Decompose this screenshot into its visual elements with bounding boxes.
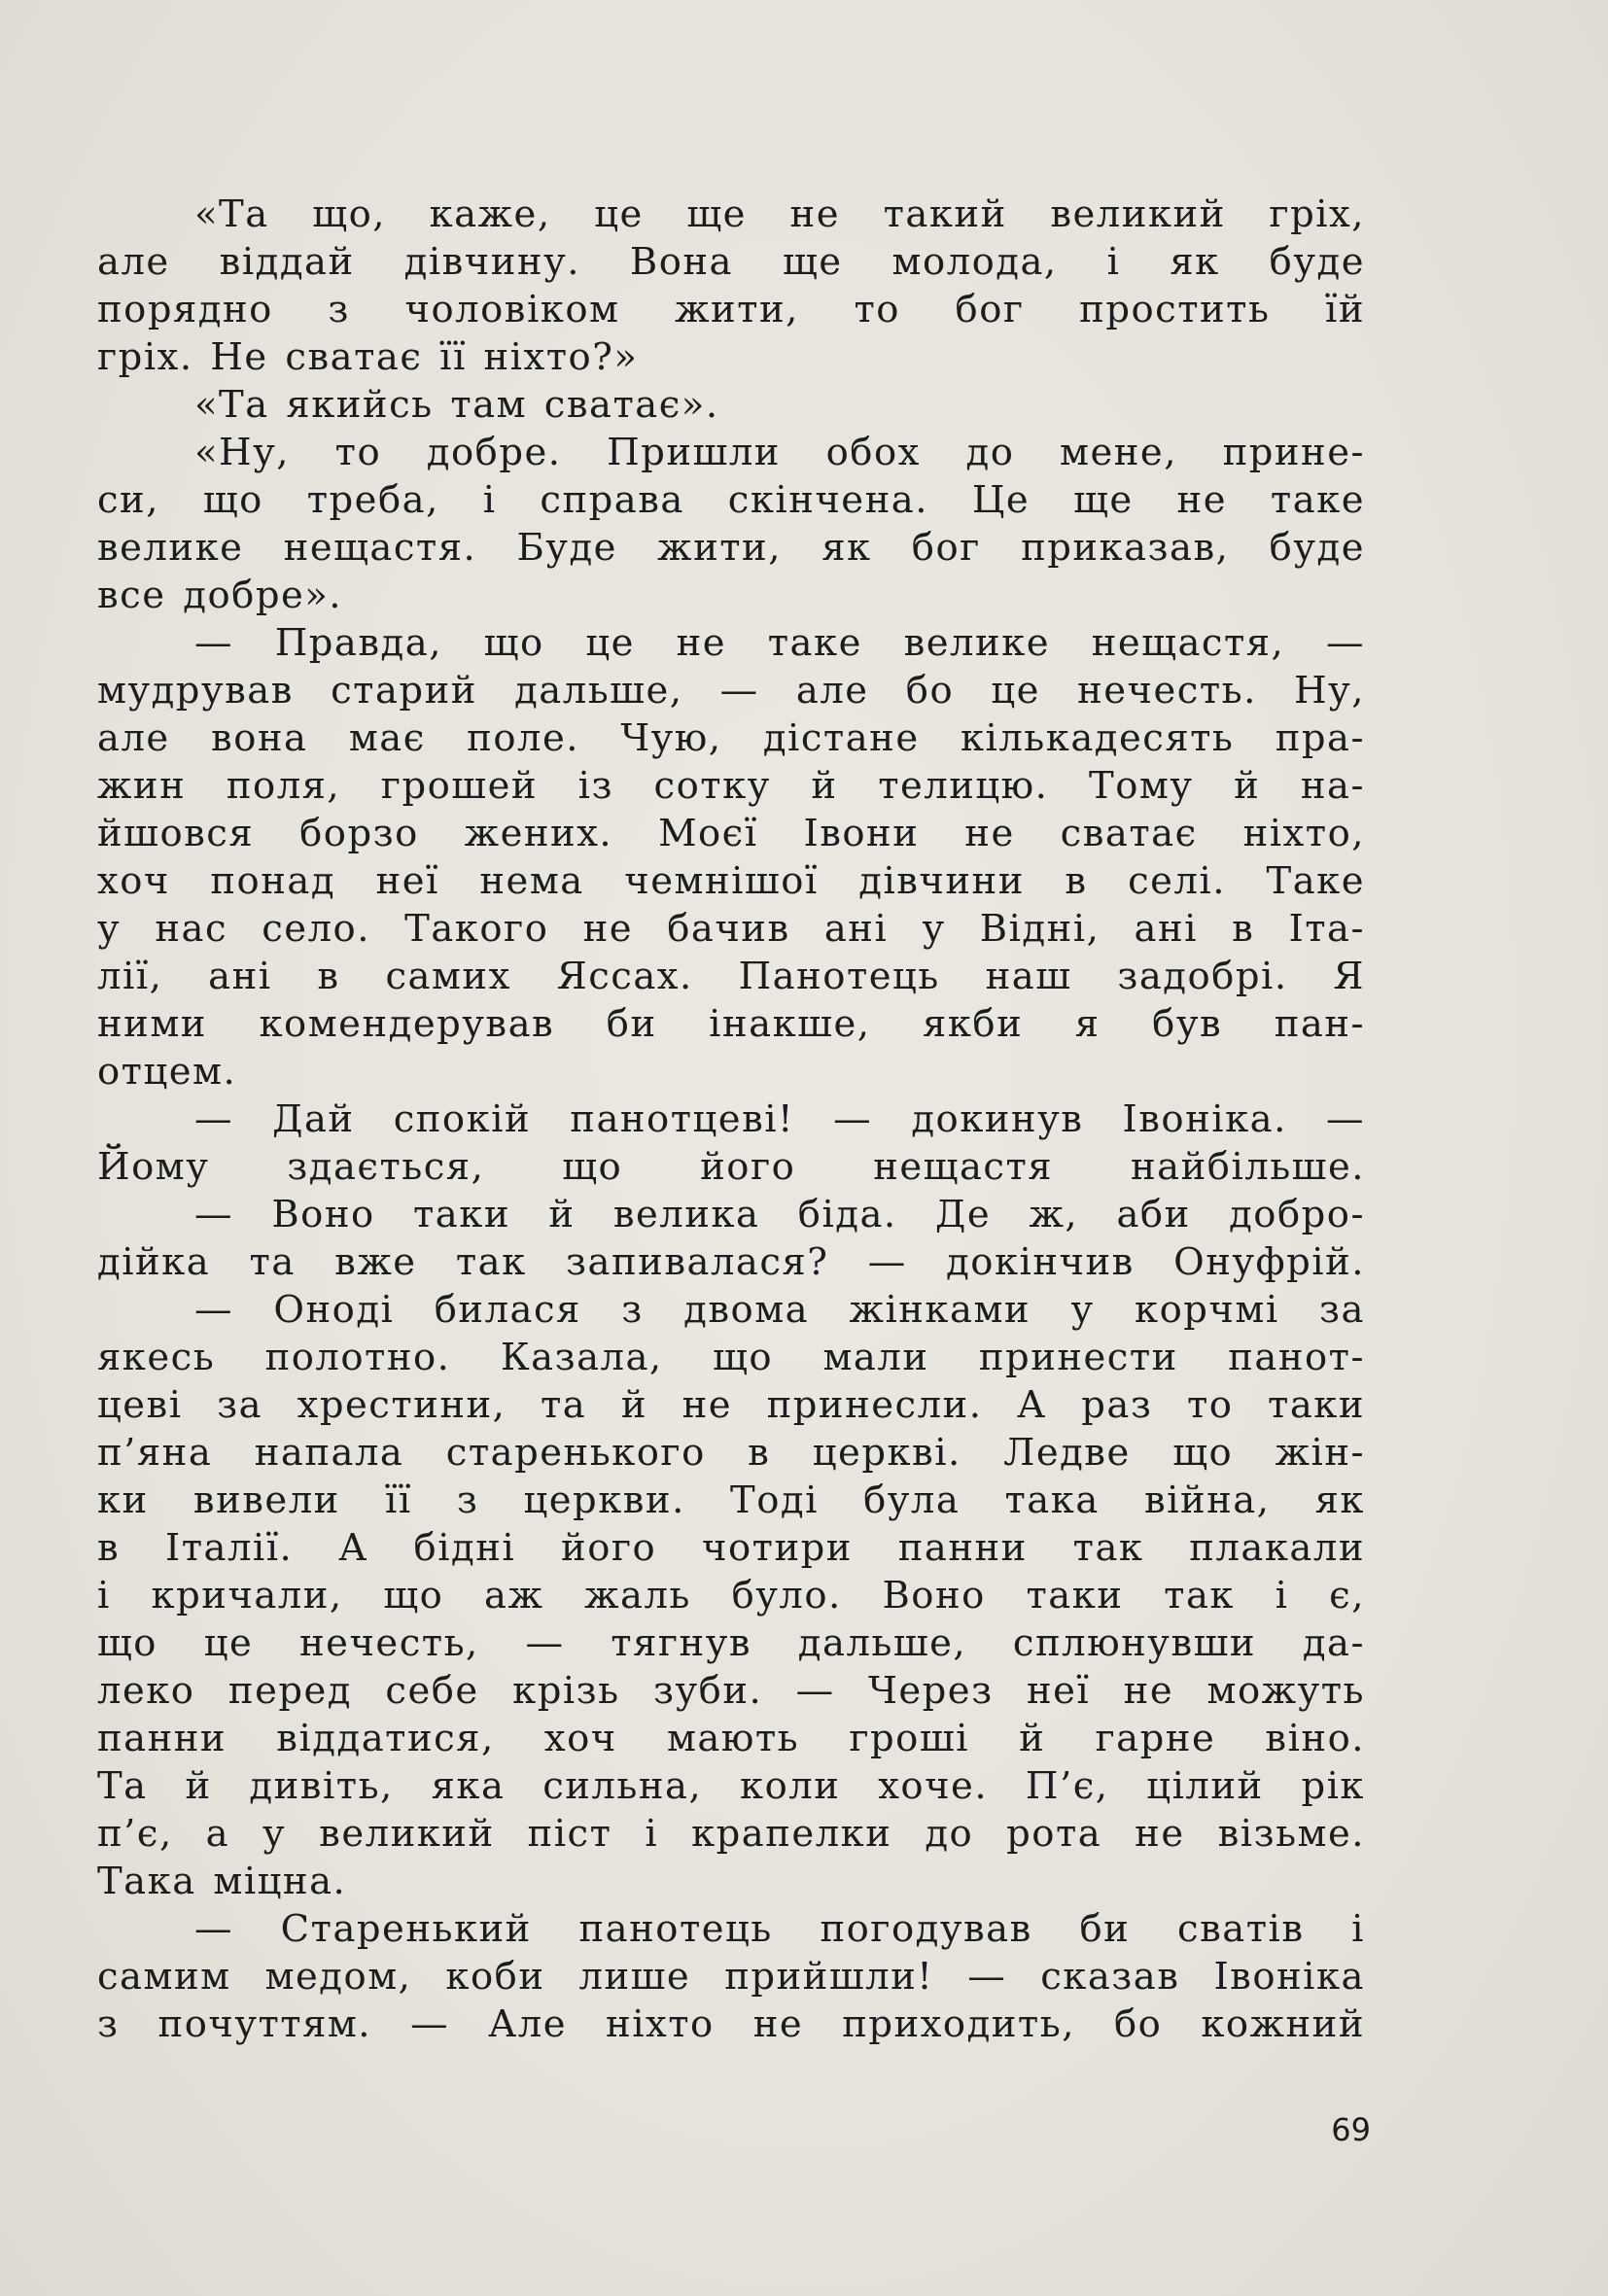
text-line: лії, ані в самих Яссах. Панотець наш задобрі. Я — [97, 955, 1365, 998]
text-line: все добре». — [97, 574, 343, 617]
page-number: 69 — [1331, 2111, 1371, 2148]
text-line: ки вивели її з церкви. Тоді була така війна, як — [97, 1478, 1365, 1522]
text-line: — Оноді билася з двома жінками у корчмі за — [194, 1288, 1365, 1332]
text-line: «Та що, каже, це ще не такий великий гріх, — [194, 192, 1365, 236]
text-line: — Старенький панотець погодував би сватів і — [194, 1907, 1365, 1951]
text-line: цеві за хрестини, та й не принесли. А раз то таки — [97, 1383, 1365, 1427]
text-line: порядно з чоловіком жити, то бог простить їй — [97, 288, 1365, 331]
text-line: — Правда, що це не таке велике нещастя, — — [194, 621, 1365, 665]
text-line: Така міцна. — [97, 1860, 347, 1903]
text-line: ними комендерував би інакше, якби я був пан- — [97, 1002, 1365, 1046]
text-line: дійка та вже так запивалася? — докінчив Онуфрій. — [97, 1240, 1365, 1284]
text-line: хоч понад неї нема чемнішої дівчини в селі. Таке — [97, 859, 1365, 903]
text-line: Та й дивіть, яка сильна, коли хоче. П’є, цілий рік — [97, 1764, 1365, 1808]
text-line: панни віддатися, хоч мають гроші й гарне віно. — [97, 1717, 1365, 1760]
text-line: в Італії. А бідні його чотири панни так плакали — [97, 1526, 1365, 1570]
text-line: п’є, а у великий піст і крапелки до рота не візьме. — [97, 1812, 1365, 1856]
text-line: з почуттям. — Але ніхто не приходить, бо кожний — [97, 2002, 1365, 2046]
text-line: отцем. — [97, 1050, 237, 1094]
text-line: мудрував старий дальше, — але бо це нечесть. Ну, — [97, 669, 1365, 713]
text-line: йшовся борзо жених. Моєї Івони не сватає ніхто, — [97, 812, 1365, 855]
text-line: але віддай дівчину. Вона ще молода, і як буде — [97, 240, 1365, 284]
body-text — [97, 191, 1365, 2048]
text-line: але вона має поле. Чую, дістане кількадесять пра- — [97, 716, 1365, 760]
text-line: якесь полотно. Казала, що мали принести панот- — [97, 1336, 1365, 1379]
text-line: леко перед себе крізь зуби. — Через неї не можуть — [97, 1669, 1365, 1713]
text-line: велике нещастя. Буде жити, як бог приказав, буде — [97, 526, 1365, 570]
text-line: «Та якийсь там сватає». — [194, 383, 719, 427]
text-line: у нас село. Такого не бачив ані у Відні, ані в Іта- — [97, 907, 1365, 951]
text-line: що це нечесть, — тягнув дальше, сплюнувши да- — [97, 1621, 1365, 1665]
text-line: — Воно таки й велика біда. Де ж, аби добро- — [194, 1193, 1365, 1236]
text-line: жин поля, грошей із сотку й телицю. Тому й на- — [97, 764, 1365, 808]
text-line: і кричали, що аж жаль було. Воно таки так і є, — [97, 1574, 1365, 1618]
text-line: си, що треба, і справа скінчена. Це ще не таке — [97, 478, 1365, 522]
text-line: самим медом, коби лише прийшли! — сказав Івоніка — [97, 1955, 1365, 1999]
text-line: «Ну, то добре. Пришли обох до мене, прине- — [194, 431, 1365, 474]
text-line: — Дай спокій панотцеві! — докинув Івоніка. — — [194, 1097, 1365, 1141]
text-line: п’яна напала старенького в церкві. Ледве що жін- — [97, 1431, 1365, 1475]
text-line: Йому здається, що його нещастя найбільше. — [97, 1145, 1365, 1189]
text-line: гріх. Не сватає її ніхто?» — [97, 335, 639, 379]
